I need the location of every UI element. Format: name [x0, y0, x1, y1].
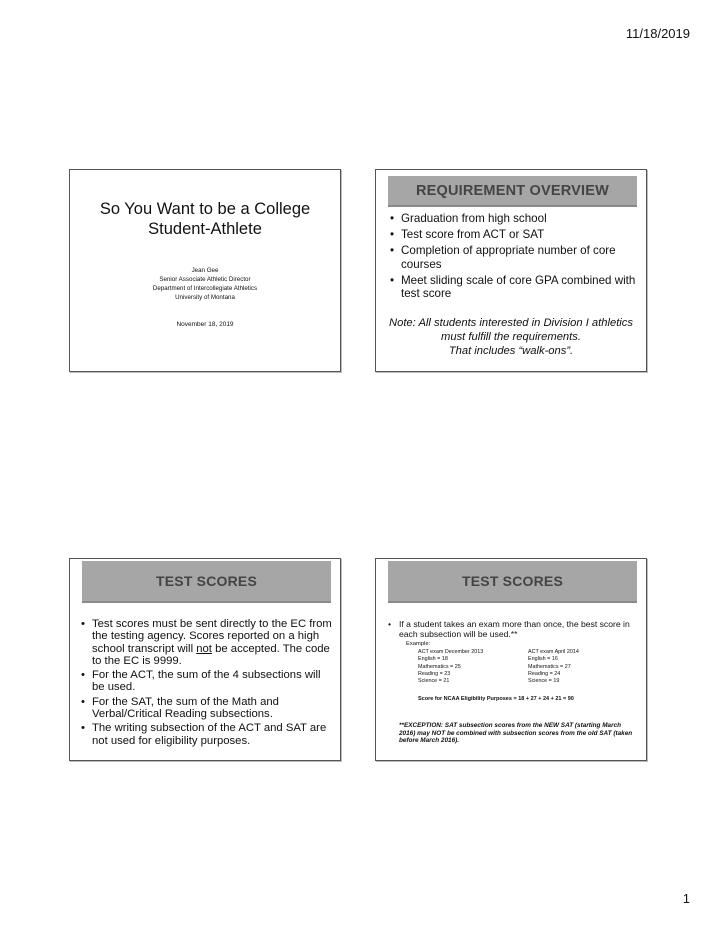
exception-note: **EXCEPTION: SAT subsection scores from the NEW SAT (starting March 2016) may NOT be combined with subsection scores from the old SAT (taken before March 2016). [399, 722, 633, 745]
underlined-word: not [196, 642, 212, 655]
score-line: English = 18 [418, 656, 448, 663]
slide-title-text: So You Want to be a College Student-Athlete [99, 200, 311, 238]
test-score-list [81, 618, 334, 749]
list-item [81, 618, 334, 667]
list-item: • Graduation from high school [390, 212, 640, 226]
list-item: • If a student takes an exam more than once, the best score in each subsection will be used.** [388, 619, 636, 639]
slide-test-scores-example [375, 558, 647, 761]
bullet-text: Test scores must be sent directly to the EC from the testing agency. Scores reported on a high school transcript will [92, 618, 332, 655]
list-item: • For the ACT, the sum of the 4 subsections will be used. [81, 669, 334, 694]
note-line: Note: All students interested in Division I athletics must fulfill the requirements. [389, 317, 633, 343]
page-number: 1 [682, 891, 690, 906]
exam-title: ACT exam April 2014 [528, 649, 579, 655]
score-line: Mathematics = 27 [528, 663, 571, 670]
bullet-text: be accepted. The code to the EC is 9999. [92, 642, 330, 667]
list-item: • Meet sliding scale of core GPA combined with test score [390, 274, 640, 301]
score-line: Reading = 24 [528, 670, 561, 677]
score-line: Mathematics = 25 [418, 663, 461, 670]
exam2-scores [528, 649, 579, 685]
score-line: Reading = 23 [418, 670, 451, 677]
slide-test-scores [69, 558, 341, 761]
score-line: English = 16 [528, 656, 558, 663]
list-item: • The writing subsection of the ACT and SAT are not used for eligibility purposes. [81, 722, 334, 747]
exam1-scores [418, 649, 483, 685]
presenter-info [70, 266, 340, 302]
presentation-date: November 18, 2019 [176, 321, 234, 328]
score-line: Science = 19 [528, 678, 560, 685]
example-list [388, 619, 636, 639]
slide-title [69, 169, 341, 372]
slide-heading: TEST SCORES [388, 561, 637, 603]
list-item: • Completion of appropriate number of core courses [390, 244, 640, 271]
slide-heading: TEST SCORES [82, 561, 331, 603]
list-item: • For the SAT, the sum of the Math and Verbal/Critical Reading subsections. [81, 696, 334, 721]
header-date: 11/18/2019 [625, 26, 690, 41]
presenter-name: Jean Gee [191, 267, 219, 274]
requirement-list [390, 212, 640, 303]
slide-requirement-overview [375, 169, 647, 372]
note-line: That includes “walk-ons”. [448, 345, 574, 357]
presenter-position: Senior Associate Athletic Director [159, 276, 251, 283]
example-label: Example: [406, 641, 431, 647]
exam-title: ACT exam December 2013 [418, 649, 484, 655]
presenter-department: Department of Intercollegiate Athletics [152, 285, 258, 292]
list-item: • Test score from ACT or SAT [390, 228, 640, 242]
score-line: Science = 21 [418, 678, 450, 685]
division-note [386, 316, 636, 358]
eligibility-score: Score for NCAA Eligibility Purposes = 18 + 27 + 24 + 21 = 90 [418, 696, 574, 702]
presenter-university: University of Montana [175, 294, 235, 301]
slide-heading: REQUIREMENT OVERVIEW [388, 176, 637, 207]
